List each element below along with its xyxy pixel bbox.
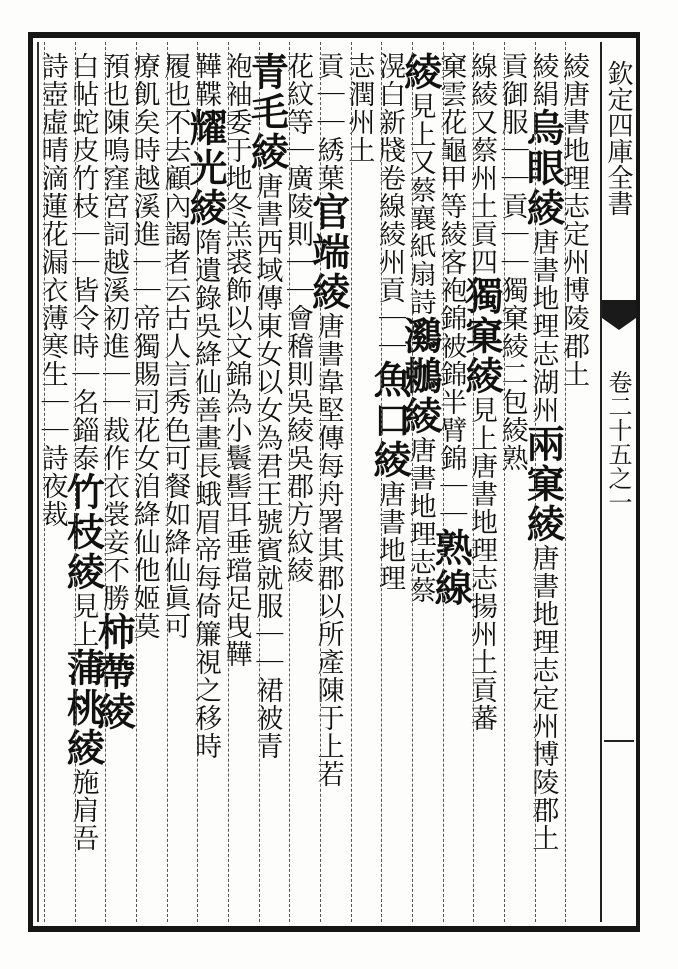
column-rule: [473, 42, 474, 922]
entry-text: 詩夜裁: [36, 444, 68, 528]
entry-heading: 柿蔕綾: [90, 612, 136, 732]
entry-heading: 兩窠綾: [520, 424, 566, 544]
column-rule: [289, 42, 290, 922]
entry-text: 窠雲花龜甲等綾: [435, 52, 467, 248]
entry-heading: 官端綾: [305, 192, 351, 312]
entry-text: 預也陳鳴窪宮詞越溪初進｜｜裁作衣裳妾不勝: [97, 52, 129, 612]
entry-text: 見上: [67, 592, 99, 648]
entry-heading: 蒲桃綾: [60, 648, 106, 768]
column-rule: [535, 42, 536, 922]
entry-text: 廣陵則｜｜: [281, 164, 313, 304]
column-rule: [504, 42, 505, 922]
text-column: [366, 52, 412, 912]
text-column: [305, 52, 351, 912]
entry-text: 花紋等｜: [281, 52, 313, 164]
entry-heading: 獨窠綾: [458, 276, 504, 396]
entry-text: 隋遺錄吳絳仙善畫長蛾眉帝每倚簾視之移時: [189, 228, 221, 760]
entry-heading: 綾: [397, 52, 443, 92]
column-rule: [443, 42, 444, 922]
column-rule: [412, 42, 413, 922]
entry-heading: 耀光綾: [182, 108, 228, 228]
text-column: [397, 52, 443, 912]
column-rule: [167, 42, 168, 922]
text-column: [557, 52, 594, 912]
entry-text: 履也: [159, 52, 191, 108]
entry-text: 貢｜｜獨窠綾二包綾熟: [496, 192, 528, 472]
entry-text: 唐書韋堅傳每舟署其郡以所產陳于上若: [312, 312, 344, 788]
entry-text: 療飢矣時越溪進｜｜帝獨賜司花女洎絳仙他姬莫: [128, 52, 160, 640]
entry-heading: 熟線: [428, 528, 474, 608]
entry-text: 州貢｜｜: [373, 248, 405, 360]
entry-text: 唐書地理志蔡: [404, 436, 436, 604]
column-rule: [44, 42, 45, 922]
column-rule: [75, 42, 76, 922]
entry-text: 線綾又蔡州土貢四: [465, 52, 497, 276]
text-column: [36, 52, 73, 912]
column-rule: [565, 42, 566, 922]
entry-text: 滉白新牋卷線綾: [373, 52, 405, 248]
entry-text: 志潤州土: [343, 52, 375, 164]
column-rule: [259, 42, 260, 922]
entry-text: 施肩吾: [67, 768, 99, 852]
entry-text: 絹: [527, 80, 559, 108]
entry-text: 詩壺虛晴滴蓮花漏衣薄寒生｜｜: [36, 52, 68, 444]
column-rule: [381, 42, 382, 922]
frame-top-border: [28, 32, 638, 38]
margin-divider: [604, 740, 634, 742]
entry-text: 袍袖委于地冬羔裘飾以文錦為小鬟髻耳垂璫足曳鞾: [220, 52, 252, 668]
entry-text: 不去顧內謁者云古人言秀色可餐如絳仙眞可: [159, 108, 191, 640]
entry-text: 鞾鞢: [189, 52, 221, 108]
column-rule: [136, 42, 137, 922]
column-rule: [197, 42, 198, 922]
entry-text: 見上唐書地理志揚州土貢蕃: [465, 396, 497, 732]
text-column: [244, 52, 290, 912]
entry-text: 白帖蛇皮竹枝｜｜皆令時｜名錙泰: [67, 52, 99, 472]
column-rule: [351, 42, 352, 922]
entry-text: 綾: [527, 52, 559, 80]
text-column: [281, 52, 318, 912]
entry-text: 唐書地理志定州博陵郡土: [527, 544, 559, 852]
fish-tail-block-icon: [602, 300, 636, 318]
entry-text: 綾: [557, 52, 589, 80]
margin-volume-label: 卷二十五之一: [604, 370, 632, 514]
entry-text: 見上又蔡襄紙扇詩: [404, 92, 436, 316]
text-column: [60, 52, 106, 912]
entry-text: 綉葉: [312, 136, 344, 192]
column-rule: [105, 42, 106, 922]
text-column: [458, 52, 504, 912]
entry-heading: 鸂鶒綾: [397, 316, 443, 436]
entry-heading: 魚口綾: [366, 360, 412, 480]
entry-heading: 竹枝綾: [60, 472, 106, 592]
text-column: [159, 52, 196, 912]
text-column: [428, 52, 474, 912]
margin-book-title: 欽定四庫全書: [603, 60, 633, 216]
entry-text: 客袍錦被錦半臂錦｜｜: [435, 248, 467, 528]
entry-text: 會稽則吳綾吳郡方紋綾: [281, 304, 313, 584]
entry-heading: 青毛綾: [244, 52, 290, 172]
entry-text: 唐書西域傳東女以女為君王號賓就服｜｜裙被青: [251, 172, 283, 760]
text-column: [220, 52, 257, 912]
fish-tail-notch-icon: [602, 318, 636, 330]
entry-text: 唐書地理志定州博陵郡土: [557, 80, 589, 388]
text-column: [496, 52, 533, 912]
entry-heading: 烏眼綾: [520, 108, 566, 228]
text-column: [90, 52, 136, 912]
text-column: [520, 52, 566, 912]
entry-text: 唐書地理志湖州: [527, 228, 559, 424]
column-rule: [320, 42, 321, 922]
frame-bottom-border: [28, 926, 638, 932]
text-column: [128, 52, 165, 912]
text-column: [343, 52, 380, 912]
entry-text: 貢御服｜｜: [496, 52, 528, 192]
column-rule: [228, 42, 229, 922]
entry-text: 貢｜｜: [312, 52, 344, 136]
entry-text: 唐書地理: [373, 480, 405, 592]
text-column: [182, 52, 228, 912]
